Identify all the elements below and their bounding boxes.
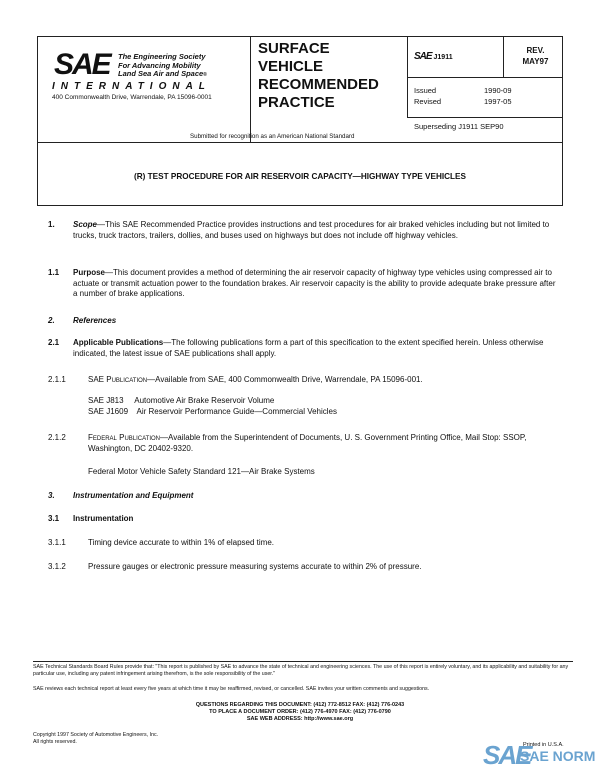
sae-tagline [118,53,238,80]
document-title: (R) TEST PROCEDURE FOR AIR RESERVOIR CAPACITY—HIGHWAY TYPE VEHICLES [134,172,466,181]
section-heading: Instrumentation [73,514,134,523]
sae-publication-paragraph: SAE Publication—Available from SAE, 400 Commonwealth Drive, Warrendale, PA 15096-001. [88,375,423,384]
international-label: INTERNATIONAL [52,81,211,92]
reference-item: SAE J1609 Air Reservoir Performance Guide—Commercial Vehicles [88,407,337,416]
section-number: 2.1 [48,338,60,347]
section-number: 2. [48,316,55,325]
section-number: 2.1.2 [48,433,66,442]
section-number: 2.1.1 [48,375,66,384]
issue-dates: Issued 1990-09 Revised 1997-05 [414,86,512,106]
divider [503,37,504,77]
document-number: SAE J1911 [414,51,453,62]
watermark-sae: SAE [483,740,531,770]
applicable-publications-paragraph: Applicable Publications—The following publications form a part of this specification to the extent specified herein. Unless otherwise indicated, the latest issue of SAE publications shall apply. [73,338,544,358]
revision-label: REV. MAY97 [522,46,549,66]
sae-logo: SAE [54,48,110,81]
section-heading: References [73,316,117,325]
rights: All rights reserved. [33,739,77,745]
submitted-note: Submitted for recognition as an American National Standard [190,133,355,140]
instrument-item: Pressure gauges or electronic pressure measuring systems accurate to within 2% of pressure. [88,562,422,571]
divider [250,37,251,142]
copyright: Copyright 1997 Society of Automotive Engineers, Inc. [33,732,159,738]
superseding-note: Superseding J1911 SEP90 [414,122,504,131]
section-number: 3. [48,491,55,500]
tagline-line: The Engineering Society [118,52,206,61]
tagline-line: For Advancing Mobility [118,60,201,70]
title-box [37,141,563,206]
watermark-norm: SAE NORM [520,748,596,764]
reference-item: Federal Motor Vehicle Safety Standard 121—Air Brake Systems [88,467,315,476]
section-number: 3.1 [48,514,60,523]
printed-note: Printed in U.S.A. [523,742,564,748]
section-number: 3.1.1 [48,538,66,547]
divider [407,117,562,118]
federal-publication-paragraph: Federal Publication—Available from the Superintendent of Documents, U. S. Government Printing Office, Mail Stop: SSOP, Washington, DC 20402-9320. [88,433,527,453]
sae-address: 400 Commonwealth Drive, Warrendale, PA 15096-0001 [52,94,212,101]
document-type: SURFACE VEHICLE RECOMMENDED PRACTICE [258,40,379,111]
scope-paragraph: Scope—This SAE Recommended Practice provides instructions and test procedures for air braked vehicles including but not limited to trucks, truck tractors, trailers, dollies, and buses used on highways but does not include off highway vehicles. [73,220,550,240]
header-box [37,36,563,143]
section-number: 3.1.2 [48,562,66,571]
purpose-paragraph: Purpose—This document provides a method of determining the air reservoir capacity of highway type vehicles using compressed air to actuate or transmit actuation power to the foundation brakes. Air reservoir capacity is the ability to provide adequate brake pressure after a number of brake applications. [73,268,556,298]
footer-divider [33,661,573,662]
footer-rules: SAE Technical Standards Board Rules provide that: "This report is published by SAE to advance the state of technical and engineering sciences. The use of this report is entirely voluntary, and its applicability and suitability for any particular use, including any patent infringement arising therefrom, is the sole responsibility of the user." [33,664,569,677]
footer-order: TO PLACE A DOCUMENT ORDER: (412) 776-4970 FAX: (412) 776-0790 [209,709,391,715]
footer-questions: QUESTIONS REGARDING THIS DOCUMENT: (412) 772-8512 FAX: (412) 776-0243 [195,702,405,708]
footer-web: SAE WEB ADDRESS: http://www.sae.org [246,716,354,722]
footer-review: SAE reviews each technical report at least every five years at which time it may be reaffirmed, revised, or cancelled. SAE invites your written comments and suggestions. [33,686,430,692]
reference-item: SAE J813 Automotive Air Brake Reservoir Volume [88,396,275,405]
divider [407,77,562,78]
section-number: 1. [48,220,55,229]
tagline-line: Land Sea Air and Space® [118,69,207,78]
section-heading: Instrumentation and Equipment [73,491,194,500]
section-number: 1.1 [48,268,60,277]
instrument-item: Timing device accurate to within 1% of elapsed time. [88,538,275,547]
